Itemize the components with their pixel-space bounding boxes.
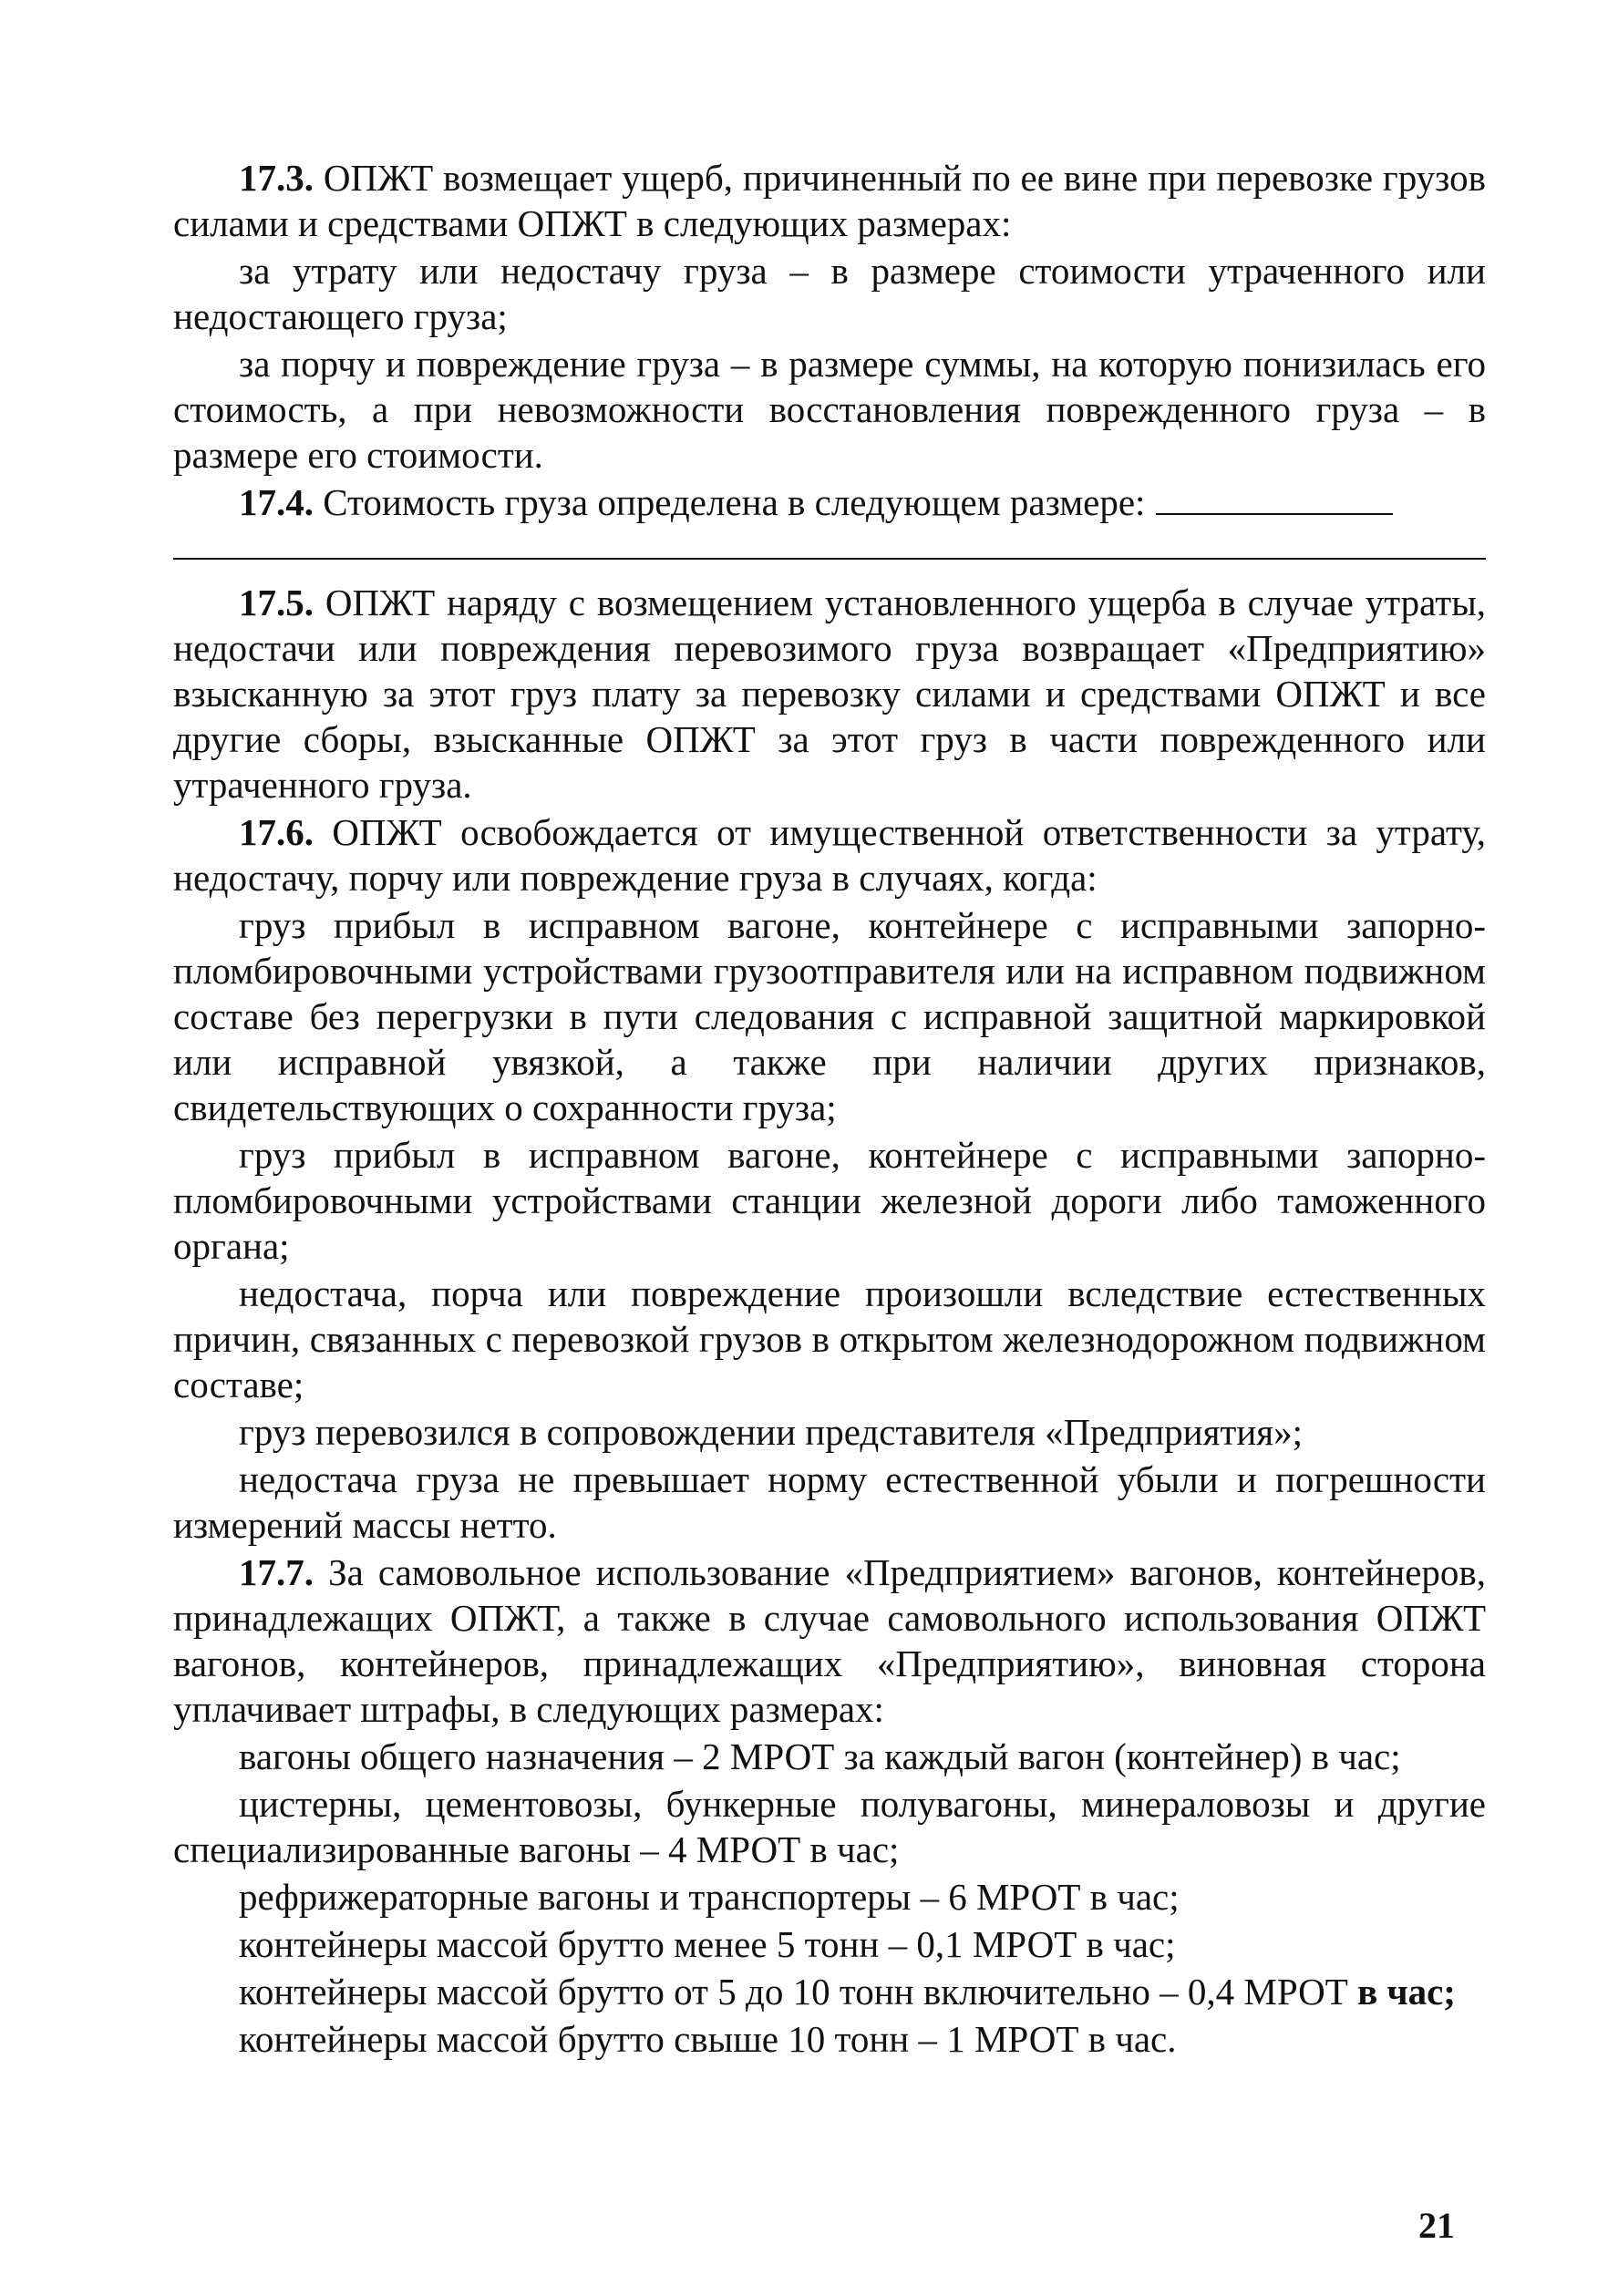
- clause-text: рефрижераторные вагоны и транспортеры – 6 МРОТ в час;: [239, 1876, 1180, 1918]
- paragraph-fine-4: [173, 1921, 1486, 1967]
- paragraph-17-5: [173, 580, 1486, 808]
- clause-text: Стоимость груза определена в следующем размере:: [314, 481, 1146, 523]
- clause-text: ОПЖТ освобождается от имущественной ответственности за утрату, недостачу, порчу или повреждение груза в случаях, когда:: [173, 811, 1486, 899]
- clause-text: контейнеры массой брутто свыше 10 тонн – 1 МРОТ в час.: [239, 2018, 1177, 2060]
- paragraph-17-7: [173, 1550, 1486, 1732]
- clause-number: 17.6.: [239, 811, 314, 853]
- document-body: [173, 155, 1486, 2064]
- clause-text: за порчу и повреждение груза – в размере суммы, на которую понизилась его стоимость, а при невозможности восстановления поврежденного груза – в размере его стоимости.: [173, 343, 1486, 476]
- paragraph-17-6: [173, 809, 1486, 901]
- clause-text: вагоны общего назначения – 2 МРОТ за каждый вагон (контейнер) в час;: [239, 1735, 1401, 1777]
- clause-text: недостача груза не превышает норму естественной убыли и погрешности измерений массы нетто.: [173, 1458, 1486, 1546]
- fill-in-line[interactable]: [1156, 482, 1393, 515]
- paragraph-fine-1: [173, 1734, 1486, 1779]
- paragraph-fine-6: [173, 2016, 1486, 2062]
- clause-text: груз прибыл в исправном вагоне, контейнере с исправными запорно-пломбировочными устройствами станции железной дороги либо таможенного органа;: [173, 1134, 1486, 1267]
- paragraph-case-3: [173, 1271, 1486, 1407]
- fill-in-line-full[interactable]: [173, 527, 1486, 560]
- clause-text: груз прибыл в исправном вагоне, контейнере с исправными запорно-пломбировочными устройствами грузоотправителя или на исправном подвижном составе без перегрузки в пути следования с исправной защитной маркировкой или исправной увязкой, а также при наличии других признаков, свидетельствующих о сохранности груза;: [173, 904, 1486, 1128]
- clause-number: 17.3.: [239, 157, 314, 199]
- clause-text: За самовольное использование «Предприятием» вагонов, контейнеров, принадлежащих ОПЖТ, а также в случае самовольного использования ОПЖТ вагонов, контейнеров, принадлежащих «Предприятию», виновная сторона уплачивает штрафы, в следующих размерах:: [173, 1551, 1486, 1730]
- paragraph-fine-3: [173, 1874, 1486, 1920]
- clause-text-tail: в час;: [1357, 1971, 1456, 2013]
- paragraph-case-4: [173, 1409, 1486, 1455]
- paragraph-case-2: [173, 1132, 1486, 1269]
- clause-text: ОПЖТ наряду с возмещением установленного ущерба в случае утраты, недостачи или повреждения перевозимого груза возвращает «Предприятию» взысканную за этот груз плату за перевозку силами и средствами ОПЖТ и все другие сборы, взысканные ОПЖТ за этот груз в части поврежденного или утраченного груза.: [173, 582, 1486, 806]
- clause-number: 17.7.: [239, 1551, 314, 1593]
- clause-text: груз перевозился в сопровождении представителя «Предприятия»;: [239, 1411, 1304, 1453]
- paragraph-fine-5: [173, 1969, 1486, 2014]
- clause-text: за утрату или недостачу груза – в размере стоимости утраченного или недостающего груза;: [173, 250, 1486, 337]
- clause-text: контейнеры массой брутто от 5 до 10 тонн включительно – 0,4 МРОТ: [239, 1971, 1348, 2013]
- paragraph-17-4: [173, 479, 1486, 525]
- clause-text: контейнеры массой брутто менее 5 тонн – 0,1 МРОТ в час;: [239, 1923, 1176, 1965]
- paragraph-fine-2: [173, 1781, 1486, 1872]
- clause-text: ОПЖТ возмещает ущерб, причиненный по ее вине при перевозке грузов силами и средствами ОПЖТ в следующих размерах:: [173, 157, 1486, 244]
- clause-number: 17.4.: [239, 481, 314, 523]
- paragraph-loss: [173, 248, 1486, 339]
- paragraph-case-1: [173, 902, 1486, 1130]
- clause-number: 17.5.: [239, 582, 314, 623]
- paragraph-17-3: [173, 155, 1486, 246]
- paragraph-case-5: [173, 1457, 1486, 1548]
- clause-text: цистерны, цементовозы, бункерные полувагоны, минераловозы и другие специализированные вагоны – 4 МРОТ в час;: [173, 1783, 1486, 1870]
- clause-text: недостача, порча или повреждение произошли вследствие естественных причин, связанных с перевозкой грузов в открытом железнодорожном подвижном составе;: [173, 1272, 1486, 1405]
- paragraph-damage: [173, 341, 1486, 478]
- page-number: 21: [1418, 2205, 1455, 2246]
